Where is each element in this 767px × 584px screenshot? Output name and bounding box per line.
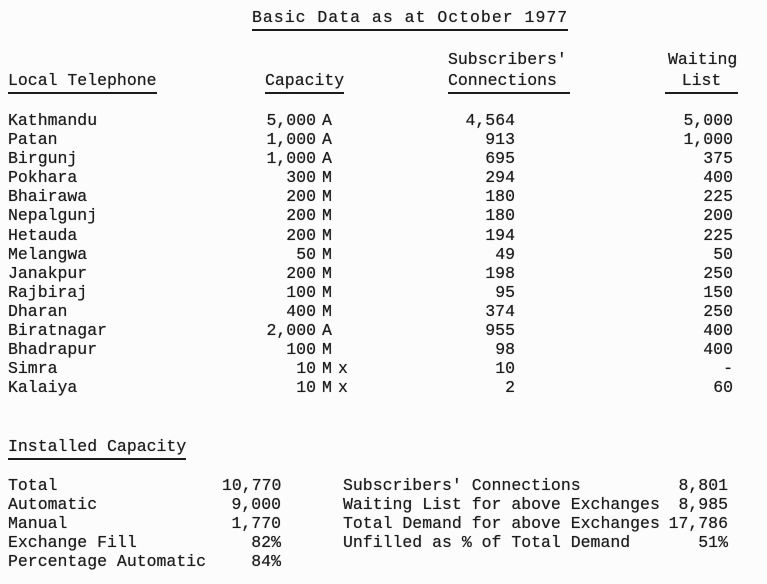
capacity-value: 200 (286, 225, 316, 245)
capacity-note (338, 130, 364, 149)
summary-value: 82% (251, 533, 281, 553)
waiting-value: 400 (703, 168, 733, 188)
connections-value: 374 (485, 301, 515, 321)
capacity-value: 100 (286, 340, 316, 360)
waiting-value: 225 (703, 225, 733, 245)
table-row (0, 187, 767, 206)
capacity-note (338, 149, 364, 168)
summary-value: 10,770 (222, 476, 282, 495)
capacity-type: M (322, 225, 332, 245)
installed-capacity-heading: Installed Capacity (8, 437, 186, 460)
capacity-type: A (322, 149, 332, 169)
capacity-note (338, 245, 364, 264)
waiting-value: 5,000 (683, 111, 733, 130)
summary-row (343, 533, 728, 552)
capacity-note (338, 321, 364, 340)
summary-label: Manual (8, 514, 68, 534)
installed-capacity-summary-left (0, 476, 281, 571)
capacity-note: x (338, 378, 348, 398)
capacity-value: 5,000 (266, 111, 316, 130)
table-row (0, 130, 767, 149)
table-row (0, 378, 767, 397)
capacity-type: M (322, 263, 332, 283)
capacity-value: 10 (296, 378, 316, 398)
waiting-value: 250 (703, 263, 733, 283)
capacity-type: A (322, 321, 332, 341)
exchange-name: Pokhara (8, 168, 78, 188)
exchange-name: Patan (8, 130, 58, 150)
exchange-name: Birgunj (8, 149, 78, 169)
capacity-note (338, 302, 364, 321)
capacity-note (338, 187, 364, 206)
connections-value: 49 (495, 244, 515, 264)
table-row (0, 264, 767, 283)
exchange-name: Kathmandu (8, 111, 98, 130)
exchange-name: Rajbiraj (8, 282, 88, 302)
capacity-note (338, 340, 364, 359)
capacity-value: 200 (286, 206, 316, 226)
capacity-note (338, 111, 364, 130)
installed-capacity-summary-right (343, 476, 728, 552)
connections-value: 10 (495, 359, 515, 379)
capacity-type: M (322, 282, 332, 302)
capacity-type: A (322, 111, 332, 130)
capacity-value: 50 (296, 244, 316, 264)
summary-value: 8,801 (678, 476, 728, 495)
summary-value: 9,000 (231, 495, 281, 515)
summary-value: 51% (698, 533, 728, 553)
table-row (0, 302, 767, 321)
table-row (0, 206, 767, 225)
capacity-note (338, 168, 364, 187)
capacity-value: 1,000 (266, 149, 316, 169)
summary-label: Exchange Fill (8, 533, 137, 553)
waiting-value: 400 (703, 321, 733, 341)
capacity-type: M (322, 187, 332, 207)
capacity-type: A (322, 130, 332, 150)
table-row (0, 111, 767, 130)
summary-row (0, 552, 281, 571)
capacity-note (338, 206, 364, 225)
table-row (0, 168, 767, 187)
column-header-capacity: Capacity (265, 71, 344, 94)
waiting-value: 150 (703, 282, 733, 302)
capacity-value: 200 (286, 263, 316, 283)
exchange-table (0, 111, 767, 397)
summary-value: 17,786 (668, 514, 728, 534)
summary-row (0, 495, 281, 514)
capacity-note (338, 283, 364, 302)
connections-value: 2 (505, 378, 515, 398)
table-row (0, 226, 767, 245)
exchange-name: Dharan (8, 301, 68, 321)
capacity-value: 300 (286, 168, 316, 188)
table-row (0, 149, 767, 168)
table-row (0, 340, 767, 359)
capacity-value: 1,000 (266, 130, 316, 150)
connections-value: 913 (485, 130, 515, 150)
table-row (0, 283, 767, 302)
exchange-name: Simra (8, 359, 58, 379)
waiting-value: 225 (703, 187, 733, 207)
summary-label: Total Demand for above Exchanges (343, 514, 660, 534)
exchange-name: Nepalgunj (8, 206, 98, 226)
summary-row (0, 514, 281, 533)
exchange-name: Bhairawa (8, 187, 88, 207)
column-header-connections-line2: Connections (448, 71, 570, 94)
summary-label: Total (8, 476, 58, 495)
table-row (0, 359, 767, 378)
exchange-name: Melangwa (8, 244, 88, 264)
waiting-value: 200 (703, 206, 733, 226)
connections-value: 95 (495, 282, 515, 302)
waiting-value: 250 (703, 301, 733, 321)
connections-value: 198 (485, 263, 515, 283)
capacity-type: M (322, 206, 332, 226)
column-header-local-telephone: Local Telephone (8, 71, 157, 94)
capacity-value: 400 (286, 301, 316, 321)
capacity-note: x (338, 359, 348, 379)
exchange-name: Hetauda (8, 225, 78, 245)
summary-value: 8,985 (678, 495, 728, 515)
connections-value: 294 (485, 168, 515, 188)
capacity-type: M (322, 378, 332, 398)
capacity-type: M (322, 340, 332, 360)
waiting-value: 400 (703, 340, 733, 360)
capacity-value: 2,000 (266, 321, 316, 341)
summary-row (343, 476, 728, 495)
page-title: Basic Data as at October 1977 (252, 8, 568, 31)
connections-value: 180 (485, 187, 515, 207)
waiting-value: - (723, 359, 733, 379)
connections-value: 180 (485, 206, 515, 226)
column-header-waiting-line1: Waiting (668, 50, 738, 69)
summary-row (343, 495, 728, 514)
summary-value: 1,770 (231, 514, 281, 534)
summary-label: Percentage Automatic (8, 552, 207, 572)
connections-value: 955 (485, 321, 515, 341)
column-header-waiting-line2: List (665, 71, 738, 94)
summary-row (0, 533, 281, 552)
table-row (0, 245, 767, 264)
summary-value: 84% (251, 552, 281, 572)
capacity-type: M (322, 168, 332, 188)
capacity-value: 10 (296, 359, 316, 379)
summary-label: Automatic (8, 495, 98, 515)
column-header-connections-line1: Subscribers' (448, 50, 567, 69)
table-row (0, 321, 767, 340)
connections-value: 98 (495, 340, 515, 360)
connections-value: 695 (485, 149, 515, 169)
capacity-type: M (322, 359, 332, 379)
waiting-value: 50 (713, 244, 733, 264)
exchange-name: Kalaiya (8, 378, 78, 398)
summary-row (0, 476, 281, 495)
capacity-value: 100 (286, 282, 316, 302)
exchange-name: Janakpur (8, 263, 88, 283)
summary-label: Unfilled as % of Total Demand (343, 533, 631, 553)
waiting-value: 375 (703, 149, 733, 169)
capacity-value: 200 (286, 187, 316, 207)
summary-label: Waiting List for above Exchanges (343, 495, 660, 515)
connections-value: 4,564 (465, 111, 515, 130)
waiting-value: 60 (713, 378, 733, 398)
summary-row (343, 514, 728, 533)
capacity-type: M (322, 301, 332, 321)
exchange-name: Bhadrapur (8, 340, 98, 360)
connections-value: 194 (485, 225, 515, 245)
summary-label: Subscribers' Connections (343, 476, 581, 495)
exchange-name: Biratnagar (8, 321, 108, 341)
capacity-type: M (322, 244, 332, 264)
capacity-note (338, 264, 364, 283)
capacity-note (338, 226, 364, 245)
waiting-value: 1,000 (683, 130, 733, 150)
